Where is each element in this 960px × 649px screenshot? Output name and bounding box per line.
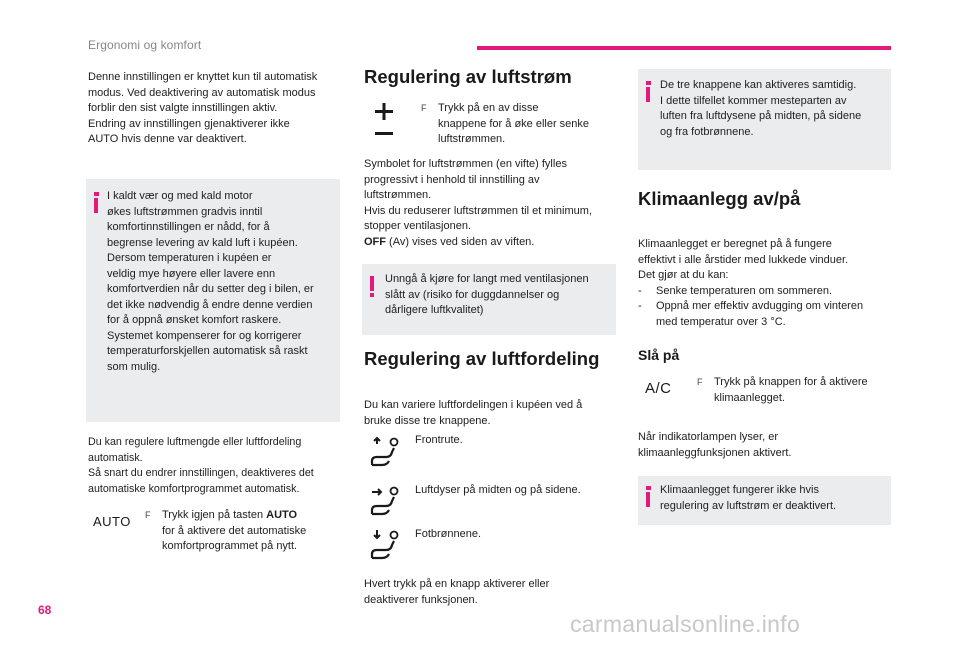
info-box-text bbox=[660, 483, 888, 514]
arrow-bullet-icon: F bbox=[697, 377, 703, 387]
text-line: Trykk på knappen for å aktivere bbox=[714, 376, 868, 388]
text-line: Endring av innstillingen gjenaktiverer ikke bbox=[88, 117, 290, 130]
text-line: slått av (risiko for duggdannelser og bbox=[385, 288, 560, 301]
indicator-paragraph bbox=[638, 430, 898, 461]
list-dash: - bbox=[638, 300, 642, 312]
section-title-ac: Klimaanlegg av/på bbox=[638, 188, 801, 209]
info-box-simultaneous bbox=[638, 69, 891, 170]
auto-key-symbol: AUTO bbox=[93, 514, 131, 529]
text-run: (Av) vises ved siden av viften. bbox=[386, 235, 535, 248]
text-line: regulering av luftstrøm er deaktivert. bbox=[660, 499, 837, 512]
text-line: modus. Ved deaktivering av automatisk modus bbox=[88, 86, 316, 99]
text-line: knappene for å øke eller senke bbox=[438, 117, 590, 130]
list-item bbox=[638, 284, 898, 300]
text-line: Klimaanlegget fungerer ikke hvis bbox=[660, 484, 819, 496]
text-line: AUTO hvis denne var deaktivert. bbox=[88, 133, 247, 145]
text-line: progressivt i henhold til innstilling av bbox=[364, 173, 540, 186]
text-line: Dersom temperaturen i kupéen er bbox=[107, 252, 272, 264]
text-line: Du kan variere luftfordelingen i kupéen ved å bbox=[364, 399, 583, 411]
text-line: Denne innstillingen er knyttet kun til automatisk bbox=[88, 71, 318, 83]
text-line: Det gjør at du kan: bbox=[638, 269, 729, 281]
auto-instruction bbox=[162, 508, 342, 555]
text-line: effektivt i alle årstider med lukkede vinduer. bbox=[638, 253, 849, 266]
footwell-airflow-icon bbox=[368, 527, 402, 561]
text-line: komfortprogrammet på nytt. bbox=[162, 540, 298, 552]
text-line: klimaanlegget. bbox=[714, 391, 785, 404]
section-header-title: Ergonomi og komfort bbox=[88, 38, 202, 52]
plus-minus-icon bbox=[372, 103, 396, 139]
info-box-text bbox=[107, 189, 337, 375]
text-line: Hvis du reduserer luftstrømmen til et minimum, bbox=[364, 204, 592, 217]
ac-key-symbol: A/C bbox=[645, 380, 672, 397]
text-line: for å oppnå ønsket komfort raskere. bbox=[107, 314, 282, 326]
info-box-ac-disabled bbox=[638, 476, 891, 525]
text-line: Trykk på en av disse bbox=[438, 102, 539, 114]
text-line: forblir den sist valgte innstillingen aktiv. bbox=[88, 102, 278, 114]
text-line: I dette tilfellet kommer mesteparten av bbox=[660, 94, 847, 107]
text-line: Systemet kompenserer for og korrigerer bbox=[107, 329, 302, 342]
text-line: Senke temperaturen om sommeren. bbox=[656, 284, 833, 297]
text-line: for å aktivere det automatiske bbox=[162, 524, 307, 537]
distribution-intro bbox=[364, 398, 624, 429]
text-line: stopper ventilasjonen. bbox=[364, 220, 472, 232]
text-line: veldig mye høyere eller lavere enn bbox=[107, 267, 276, 280]
text-line bbox=[162, 508, 342, 524]
text-line: Hvert trykk på en knapp aktiverer eller bbox=[364, 578, 550, 590]
warning-box-text bbox=[385, 272, 613, 319]
section-title-distribution: Regulering av luftfordeling bbox=[364, 348, 600, 369]
list-dash: - bbox=[638, 284, 642, 297]
info-icon bbox=[646, 81, 651, 102]
airflow-instruction bbox=[438, 101, 618, 148]
distribution-item-footwell: Fotbrønnene. bbox=[415, 528, 482, 540]
text-line: komfortverdien når du setter deg i bilen, er bbox=[107, 283, 314, 295]
ac-instruction bbox=[714, 375, 894, 406]
text-line: Symbolet for luftstrømmen (en vifte) fylles bbox=[364, 158, 567, 170]
warning-box-ventilation bbox=[362, 264, 616, 335]
auto-adjust-paragraph bbox=[88, 435, 348, 497]
text-line: begrense levering av kald luft i kupéen. bbox=[107, 236, 298, 249]
airflow-paragraph bbox=[364, 157, 624, 250]
text-line: økes luftstrømmen gradvis inntil bbox=[107, 205, 263, 218]
warning-exclamation-icon bbox=[370, 276, 374, 297]
text-line: som mulig. bbox=[107, 360, 161, 373]
text-line: det ikke nødvendig å endre denne verdien bbox=[107, 298, 313, 311]
page-number: 68 bbox=[38, 603, 52, 617]
text-line: Du kan regulere luftmengde eller luftfordeling bbox=[88, 436, 302, 448]
text-line: luftstrømmen. bbox=[364, 189, 432, 201]
text-line: dårligere luftkvalitet) bbox=[385, 304, 484, 316]
text-line: automatiske komfortprogrammet automatisk. bbox=[88, 482, 300, 495]
text-line: luften fra luftdysene på midten, på sidene bbox=[660, 110, 862, 122]
text-line: deaktiverer funksjonen. bbox=[364, 593, 478, 606]
ac-paragraph bbox=[638, 237, 898, 330]
auto-bold-word: AUTO bbox=[266, 509, 298, 521]
text-line: Unngå å kjøre for langt med ventilasjonen bbox=[385, 273, 589, 285]
text-line: med temperatur over 3 °C. bbox=[656, 315, 786, 328]
info-box-text bbox=[660, 78, 888, 140]
text-line: og fra fotbrønnene. bbox=[660, 125, 754, 138]
text-line: Klimaanlegget er beregnet på å fungere bbox=[638, 238, 832, 250]
text-line: temperaturforskjellen automatisk så raskt bbox=[107, 345, 308, 357]
distribution-item-windscreen: Frontrute. bbox=[415, 434, 463, 446]
text-line: De tre knappene kan aktiveres samtidig. bbox=[660, 79, 857, 91]
text-line: luftstrømmen. bbox=[438, 133, 506, 145]
watermark-text: carmanualsonline.info bbox=[570, 611, 801, 637]
subsection-title-switch-on: Slå på bbox=[638, 347, 680, 363]
info-box-cold-weather bbox=[86, 179, 340, 422]
arrow-bullet-icon: F bbox=[145, 510, 151, 520]
text-line: Når indikatorlampen lyser, er bbox=[638, 431, 779, 443]
info-icon bbox=[646, 486, 651, 507]
header-accent-line bbox=[477, 46, 891, 50]
text-line: klimaanleggfunksjonen aktivert. bbox=[638, 446, 792, 459]
distribution-item-center-vents: Luftdyser på midten og på sidene. bbox=[415, 484, 581, 496]
list-item bbox=[638, 299, 898, 330]
arrow-bullet-icon: F bbox=[421, 103, 427, 113]
text-run: Trykk igjen på tasten bbox=[162, 509, 267, 521]
off-bold-word: OFF bbox=[364, 235, 386, 248]
text-line: bruke disse tre knappene. bbox=[364, 414, 491, 427]
center-vents-airflow-icon bbox=[368, 483, 402, 517]
distribution-outro bbox=[364, 577, 624, 608]
section-title-airflow: Regulering av luftstrøm bbox=[364, 66, 572, 87]
text-line bbox=[364, 235, 624, 251]
intro-paragraph bbox=[88, 70, 348, 148]
info-icon bbox=[94, 192, 99, 213]
text-line: Oppnå mer effektiv avdugging om vinteren bbox=[656, 300, 864, 312]
text-line: Så snart du endrer innstillingen, deaktiveres det bbox=[88, 467, 314, 479]
text-line: I kaldt vær og med kald motor bbox=[107, 190, 253, 202]
windscreen-airflow-icon bbox=[368, 434, 402, 468]
text-line: automatisk. bbox=[88, 451, 143, 464]
text-line: komfortinnstillingen er nådd, for å bbox=[107, 221, 270, 233]
